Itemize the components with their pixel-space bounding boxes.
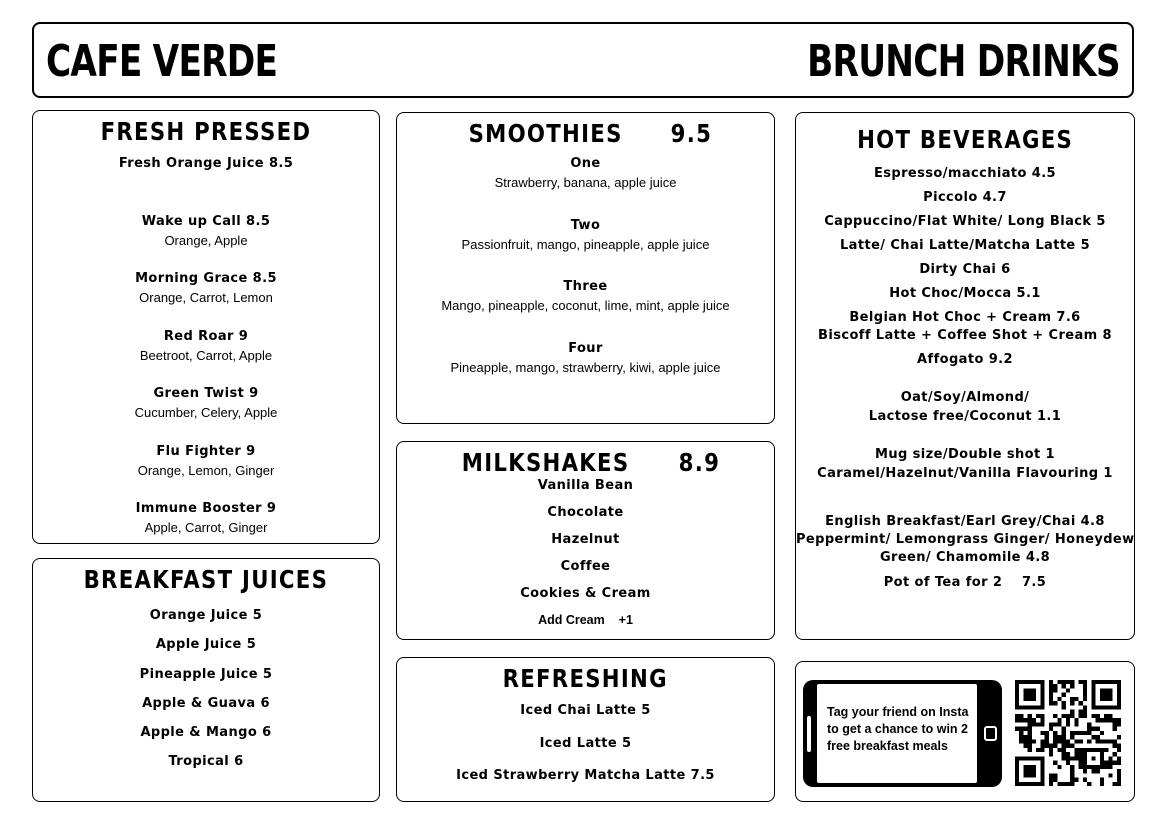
- menu-item: Mug size/Double shot 1: [875, 447, 1055, 462]
- item-description: Apple, Carrot, Ginger: [144, 520, 268, 535]
- menu-item: Vanilla Bean: [537, 478, 634, 493]
- item-name: Flu Fighter 9: [156, 443, 256, 459]
- menu-title: BRUNCH DRINKS: [807, 36, 1120, 87]
- menu-item: Oat/Soy/Almond/: [900, 390, 1030, 405]
- item-name: One: [570, 156, 601, 171]
- menu-item: Latte/ Chai Latte/Matcha Latte 5: [839, 238, 1091, 253]
- menu-item: Biscoff Latte + Coffee Shot + Cream 8: [818, 328, 1112, 343]
- menu-item: [397, 156, 774, 218]
- item-name: Three: [563, 279, 608, 294]
- menu-item: [397, 341, 774, 403]
- menu-item: Cookies & Cream: [520, 586, 651, 601]
- menu-item: Apple & Mango 6: [140, 725, 272, 741]
- menu-item: Pineapple Juice 5: [139, 666, 273, 682]
- phone-icon: [803, 680, 1002, 787]
- addon-price: +1: [618, 613, 633, 627]
- item-name: Fresh Orange Juice 8.5: [118, 156, 294, 171]
- item-name: Red Roar 9: [163, 328, 249, 344]
- menu-item: Hot Choc/Mocca 5.1: [889, 286, 1041, 301]
- menu-item: Iced Latte 5: [539, 735, 632, 751]
- menu-item: Tropical 6: [168, 754, 244, 770]
- addon-label: Add Cream: [538, 613, 605, 627]
- menu-item: Piccolo 4.7: [923, 190, 1007, 205]
- menu-item: Iced Chai Latte 5: [520, 703, 651, 718]
- item-name: Immune Booster 9: [135, 501, 277, 516]
- menu-item: Cappuccino/Flat White/ Long Black 5: [824, 214, 1106, 229]
- menu-item: Coffee: [560, 559, 611, 574]
- menu-item: Orange Juice 5: [149, 608, 263, 623]
- item-name: Wake up Call 8.5: [141, 213, 271, 229]
- phone-screen: [817, 684, 977, 783]
- menu-item: [33, 271, 379, 329]
- item-name: Four: [568, 340, 603, 356]
- menu-item: Green/ Chamomile 4.8: [879, 550, 1051, 565]
- breakfast-juices-section: [32, 558, 380, 802]
- promo-text: Tag your friend on Insta to get a chance to win 2 free breakfast meals: [827, 705, 969, 753]
- menu-item: [397, 218, 774, 280]
- menu-item: [33, 501, 379, 559]
- fresh-pressed-section: [32, 110, 380, 544]
- item-description: Orange, Lemon, Ginger: [137, 462, 275, 478]
- milkshakes-section: [396, 441, 775, 640]
- menu-item: [33, 444, 379, 502]
- menu-item: [33, 214, 379, 272]
- section-price: 8.9: [678, 448, 721, 477]
- menu-item: [33, 386, 379, 444]
- cafe-name: CAFE VERDE: [46, 36, 278, 87]
- item-description: Orange, Apple: [164, 232, 248, 248]
- menu-item: Peppermint/ Lemongrass Ginger/ Honeydew: [796, 532, 1135, 547]
- item-description: Mango, pineapple, coconut, lime, mint, apple juice: [441, 298, 730, 313]
- refreshing-section: [396, 657, 775, 802]
- menu-item: Chocolate: [547, 505, 624, 520]
- menu-item: Affogato 9.2: [917, 352, 1013, 367]
- menu-item: [33, 156, 379, 214]
- menu-item: Iced Strawberry Matcha Latte 7.5: [456, 768, 715, 783]
- item-name: Two: [570, 217, 601, 233]
- section-title: [397, 448, 774, 478]
- phone-speaker: [807, 716, 811, 752]
- item-description: Pineapple, mango, strawberry, kiwi, apple juice: [450, 359, 721, 375]
- phone-home-button: [984, 726, 997, 741]
- hot-beverages-section: [795, 112, 1135, 640]
- section-title: REFRESHING: [502, 664, 669, 693]
- item-description: Cucumber, Celery, Apple: [134, 405, 278, 420]
- menu-item: Lactose free/Coconut 1.1: [868, 409, 1062, 424]
- section-price: 9.5: [670, 119, 713, 148]
- section-name: MILKSHAKES: [461, 448, 630, 477]
- item-description: Strawberry, banana, apple juice: [494, 175, 677, 190]
- smoothies-section: [396, 112, 775, 424]
- section-title: [397, 119, 774, 148]
- menu-item: [397, 279, 774, 341]
- menu-item: [33, 329, 379, 387]
- item-description: Passionfruit, mango, pineapple, apple juice: [461, 236, 710, 252]
- menu-item: Pot of Tea for 2 7.5: [883, 575, 1047, 590]
- menu-item: Espresso/macchiato 4.5: [873, 166, 1057, 181]
- menu-item: Caramel/Hazelnut/Vanilla Flavouring 1: [817, 466, 1113, 481]
- section-name: SMOOTHIES: [468, 119, 623, 148]
- menu-item: Hazelnut: [551, 532, 620, 547]
- menu-item: Apple Juice 5: [155, 637, 257, 653]
- item-description: Beetroot, Carrot, Apple: [139, 347, 273, 363]
- addon-line: [397, 613, 774, 627]
- menu-item: Dirty Chai 6: [919, 262, 1011, 277]
- section-title: BREAKFAST JUICES: [83, 565, 329, 594]
- item-name: Morning Grace 8.5: [135, 271, 277, 286]
- item-name: Green Twist 9: [153, 386, 259, 401]
- section-title: HOT BEVERAGES: [856, 125, 1074, 154]
- menu-item: Apple & Guava 6: [142, 695, 270, 711]
- menu-item: English Breakfast/Earl Grey/Chai 4.8: [825, 514, 1105, 529]
- menu-header: [32, 22, 1134, 98]
- menu-item: Belgian Hot Choc + Cream 7.6: [849, 310, 1081, 325]
- item-description: Orange, Carrot, Lemon: [139, 290, 273, 305]
- section-title: FRESH PRESSED: [100, 117, 312, 146]
- promo-section: [795, 661, 1135, 802]
- qr-code-icon: [1015, 680, 1121, 786]
